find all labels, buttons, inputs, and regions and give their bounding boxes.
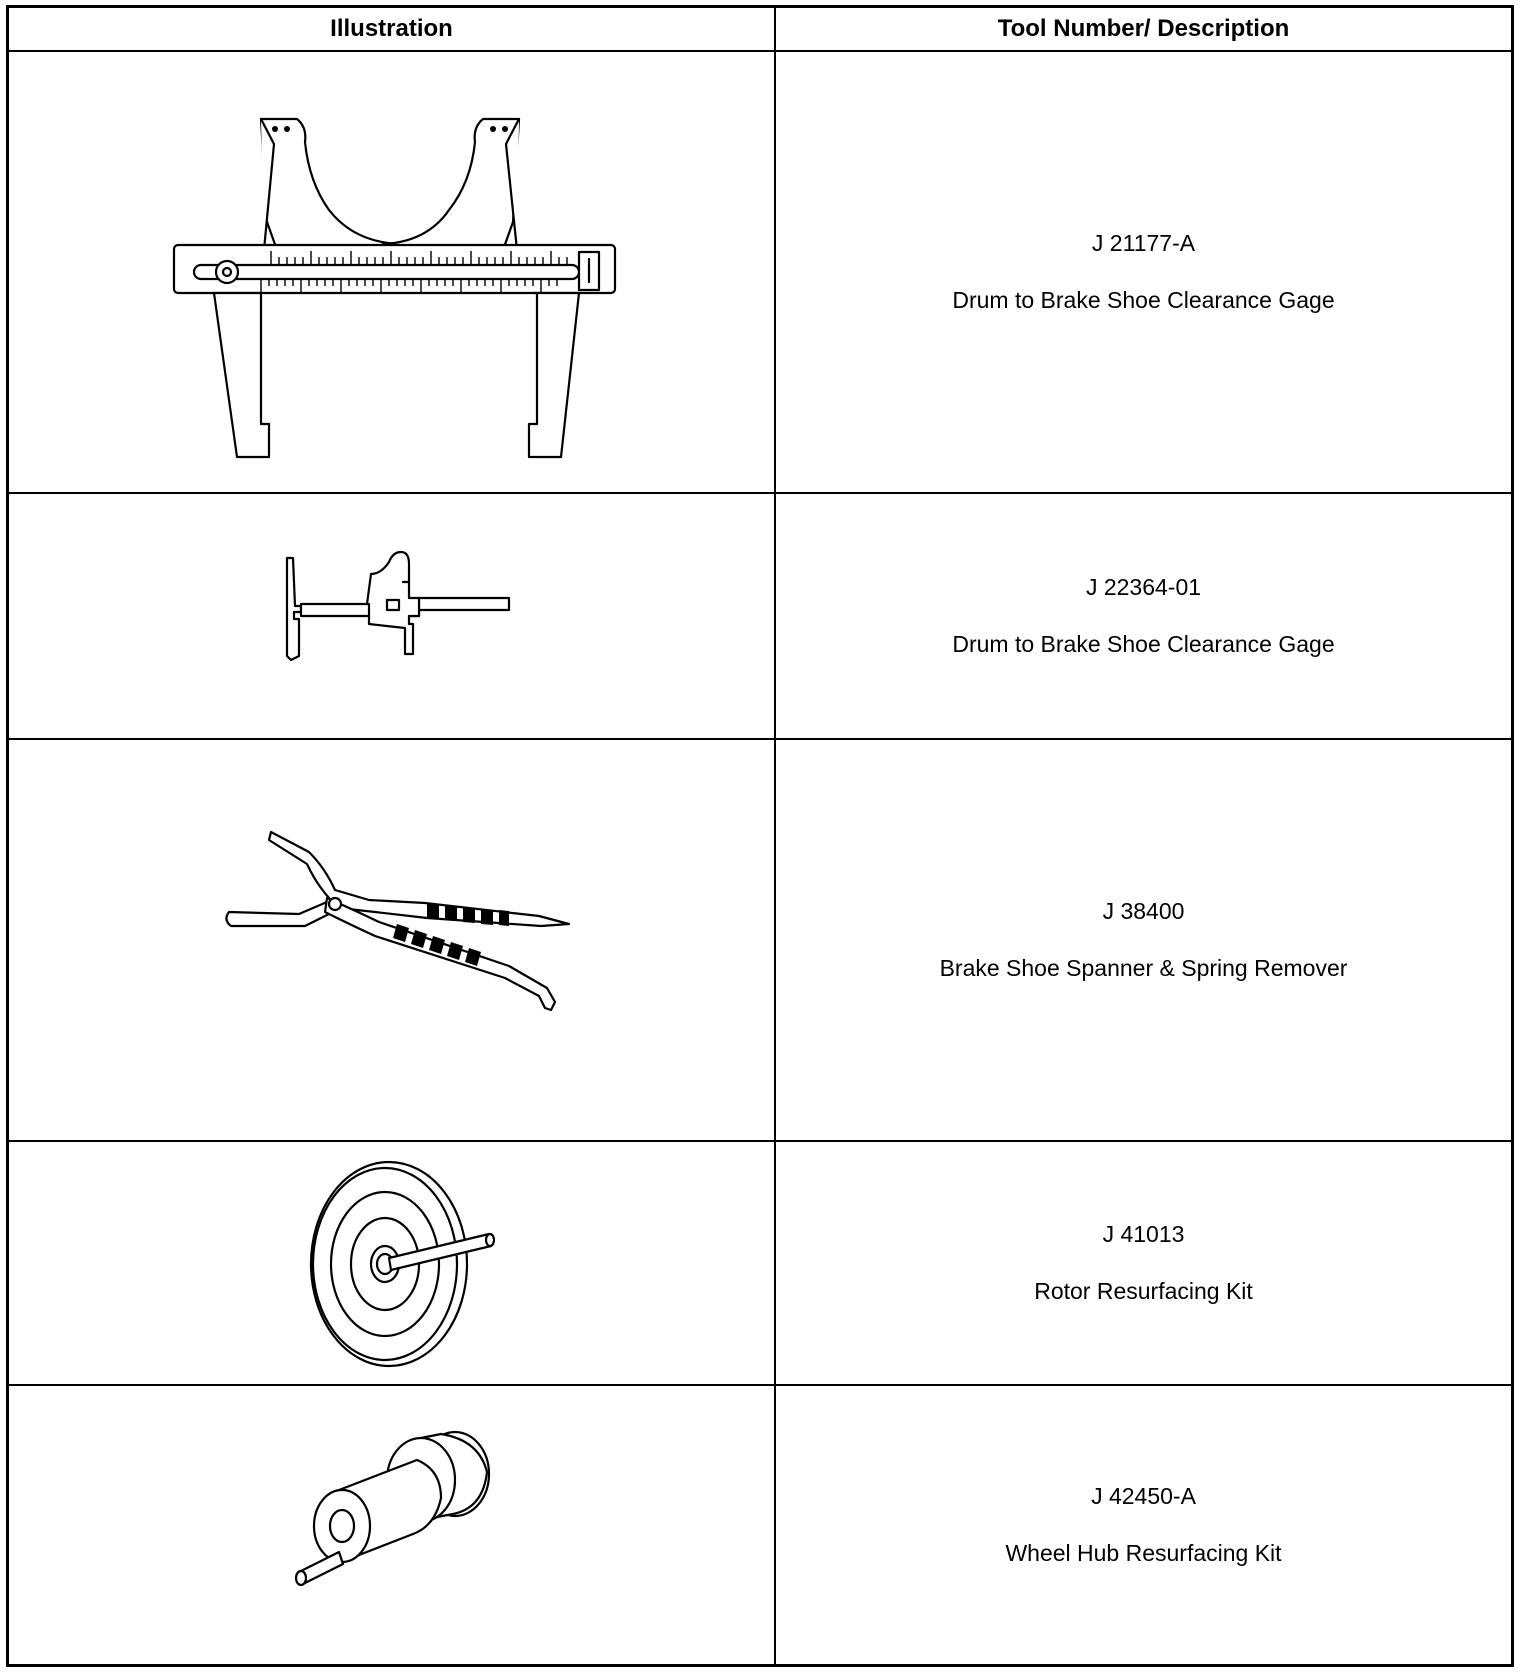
header-illustration: Illustration (330, 15, 453, 42)
description-cell (776, 1386, 1511, 1664)
illustration-cell (9, 1386, 774, 1664)
small-clearance-gage-icon (9, 494, 774, 738)
illustration-cell (9, 52, 774, 492)
description-cell (776, 52, 1511, 492)
tool-number: J 22364-01 (1085, 574, 1202, 600)
tool-number: J 42450-A (1091, 1483, 1196, 1509)
table-row (9, 740, 1511, 1142)
spanner-pliers-icon (9, 740, 774, 1140)
description-cell (776, 1142, 1511, 1384)
table-row (9, 1142, 1511, 1386)
illustration-cell (9, 740, 774, 1140)
rotor-disc-icon (9, 1142, 774, 1384)
tool-description: Rotor Resurfacing Kit (1034, 1278, 1253, 1304)
table-header (9, 8, 1511, 52)
description-cell (776, 494, 1511, 738)
description-cell (776, 740, 1511, 1140)
tool-description: Drum to Brake Shoe Clearance Gage (952, 631, 1335, 657)
header-tool-description: Tool Number/ Description (997, 15, 1290, 42)
table-row (9, 494, 1511, 740)
tool-number: J 21177-A (1091, 230, 1196, 256)
hub-cylinder-icon (9, 1386, 774, 1664)
caliper-gage-icon (9, 52, 774, 492)
tool-table (6, 5, 1514, 1667)
tool-description: Wheel Hub Resurfacing Kit (1005, 1540, 1282, 1566)
tool-number: J 41013 (1102, 1221, 1185, 1247)
tool-number: J 38400 (1102, 898, 1185, 924)
illustration-cell (9, 1142, 774, 1384)
table-row (9, 52, 1511, 494)
illustration-cell (9, 494, 774, 738)
tool-description: Brake Shoe Spanner & Spring Remover (939, 955, 1348, 981)
tool-description: Drum to Brake Shoe Clearance Gage (952, 287, 1335, 313)
table-row (9, 1386, 1511, 1664)
